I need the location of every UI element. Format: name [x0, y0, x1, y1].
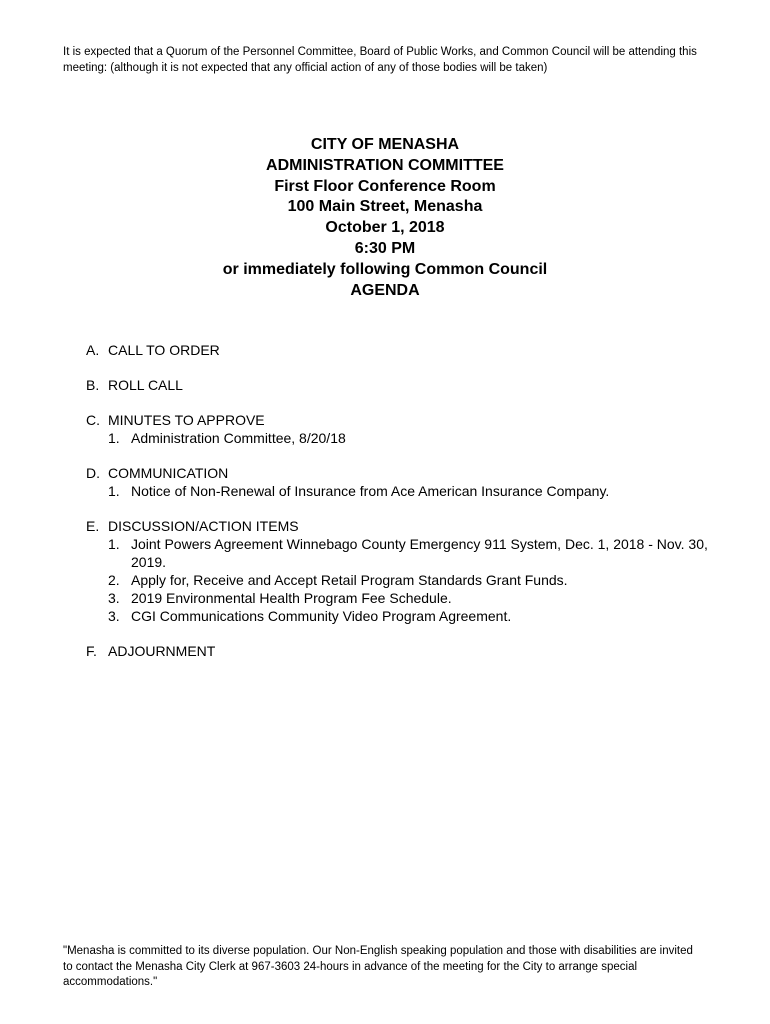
agenda-section-communication — [86, 464, 726, 500]
meeting-time: 6:30 PM — [354, 239, 416, 257]
agenda-section-call-to-order — [86, 341, 726, 359]
agenda-section-discussion — [86, 517, 726, 625]
agenda-sub-item — [86, 429, 726, 447]
accommodations-notice: "Menasha is committed to its diverse population. Our Non-English speaking population and those with disabilities are invited to contact the Menasha City Clerk at 967-3603 24-hours in advance of the meeting for the City to arrange special accommodations." — [63, 945, 693, 988]
section-title: CALL TO ORDER — [108, 342, 220, 358]
section-letter: F. — [86, 643, 97, 659]
section-letter: E. — [86, 518, 100, 534]
agenda-sub-item — [86, 607, 726, 625]
sub-item-number: 2. — [108, 572, 120, 588]
agenda-sub-item — [86, 482, 726, 500]
section-title: DISCUSSION/ACTION ITEMS — [108, 518, 299, 534]
sub-item-text: 2019 Environmental Health Program Fee Schedule. — [131, 590, 452, 606]
section-title: ROLL CALL — [108, 377, 183, 393]
agenda-sub-item — [86, 535, 726, 571]
agenda-title: AGENDA — [350, 281, 420, 299]
agenda-header — [0, 135, 770, 301]
section-title: MINUTES TO APPROVE — [108, 412, 265, 428]
agenda-section-minutes — [86, 411, 726, 447]
committee-name: ADMINISTRATION COMMITTEE — [266, 156, 504, 174]
sub-item-text: Joint Powers Agreement Winnebago County Emergency 911 System, Dec. 1, 2018 - Nov. 30, 2019. — [131, 536, 708, 570]
city-name: CITY OF MENASHA — [310, 136, 460, 153]
sub-item-text: CGI Communications Community Video Program Agreement. — [131, 608, 512, 624]
quorum-notice: It is expected that a Quorum of the Personnel Committee, Board of Public Works, and Common Council will be attending this meeting: (although it is not expected that any official action of any of those bodies will be taken) — [63, 46, 697, 74]
sub-item-number: 3. — [108, 608, 120, 624]
sub-item-number: 3. — [108, 590, 120, 606]
agenda-section-adjournment — [86, 642, 726, 660]
agenda-section-roll-call — [86, 376, 726, 394]
sub-item-number: 1. — [108, 430, 120, 446]
sub-item-number: 1. — [108, 536, 120, 552]
section-letter: A. — [86, 342, 100, 358]
section-title: ADJOURNMENT — [108, 643, 216, 659]
sub-item-text: Notice of Non-Renewal of Insurance from Ace American Insurance Company. — [131, 483, 610, 499]
agenda-sub-item — [86, 571, 726, 589]
sub-item-text: Apply for, Receive and Accept Retail Program Standards Grant Funds. — [131, 572, 568, 588]
section-letter: B. — [86, 377, 100, 393]
section-letter: D. — [86, 465, 100, 481]
agenda-sub-item — [86, 589, 726, 607]
meeting-alt-time: or immediately following Common Council — [222, 260, 548, 278]
agenda-list — [86, 341, 726, 660]
section-letter: C. — [86, 412, 100, 428]
meeting-date: October 1, 2018 — [325, 219, 445, 237]
meeting-address: 100 Main Street, Menasha — [287, 198, 483, 216]
sub-item-number: 1. — [108, 483, 120, 499]
meeting-room: First Floor Conference Room — [274, 177, 496, 195]
sub-item-text: Administration Committee, 8/20/18 — [131, 430, 346, 446]
section-title: COMMUNICATION — [108, 465, 229, 481]
